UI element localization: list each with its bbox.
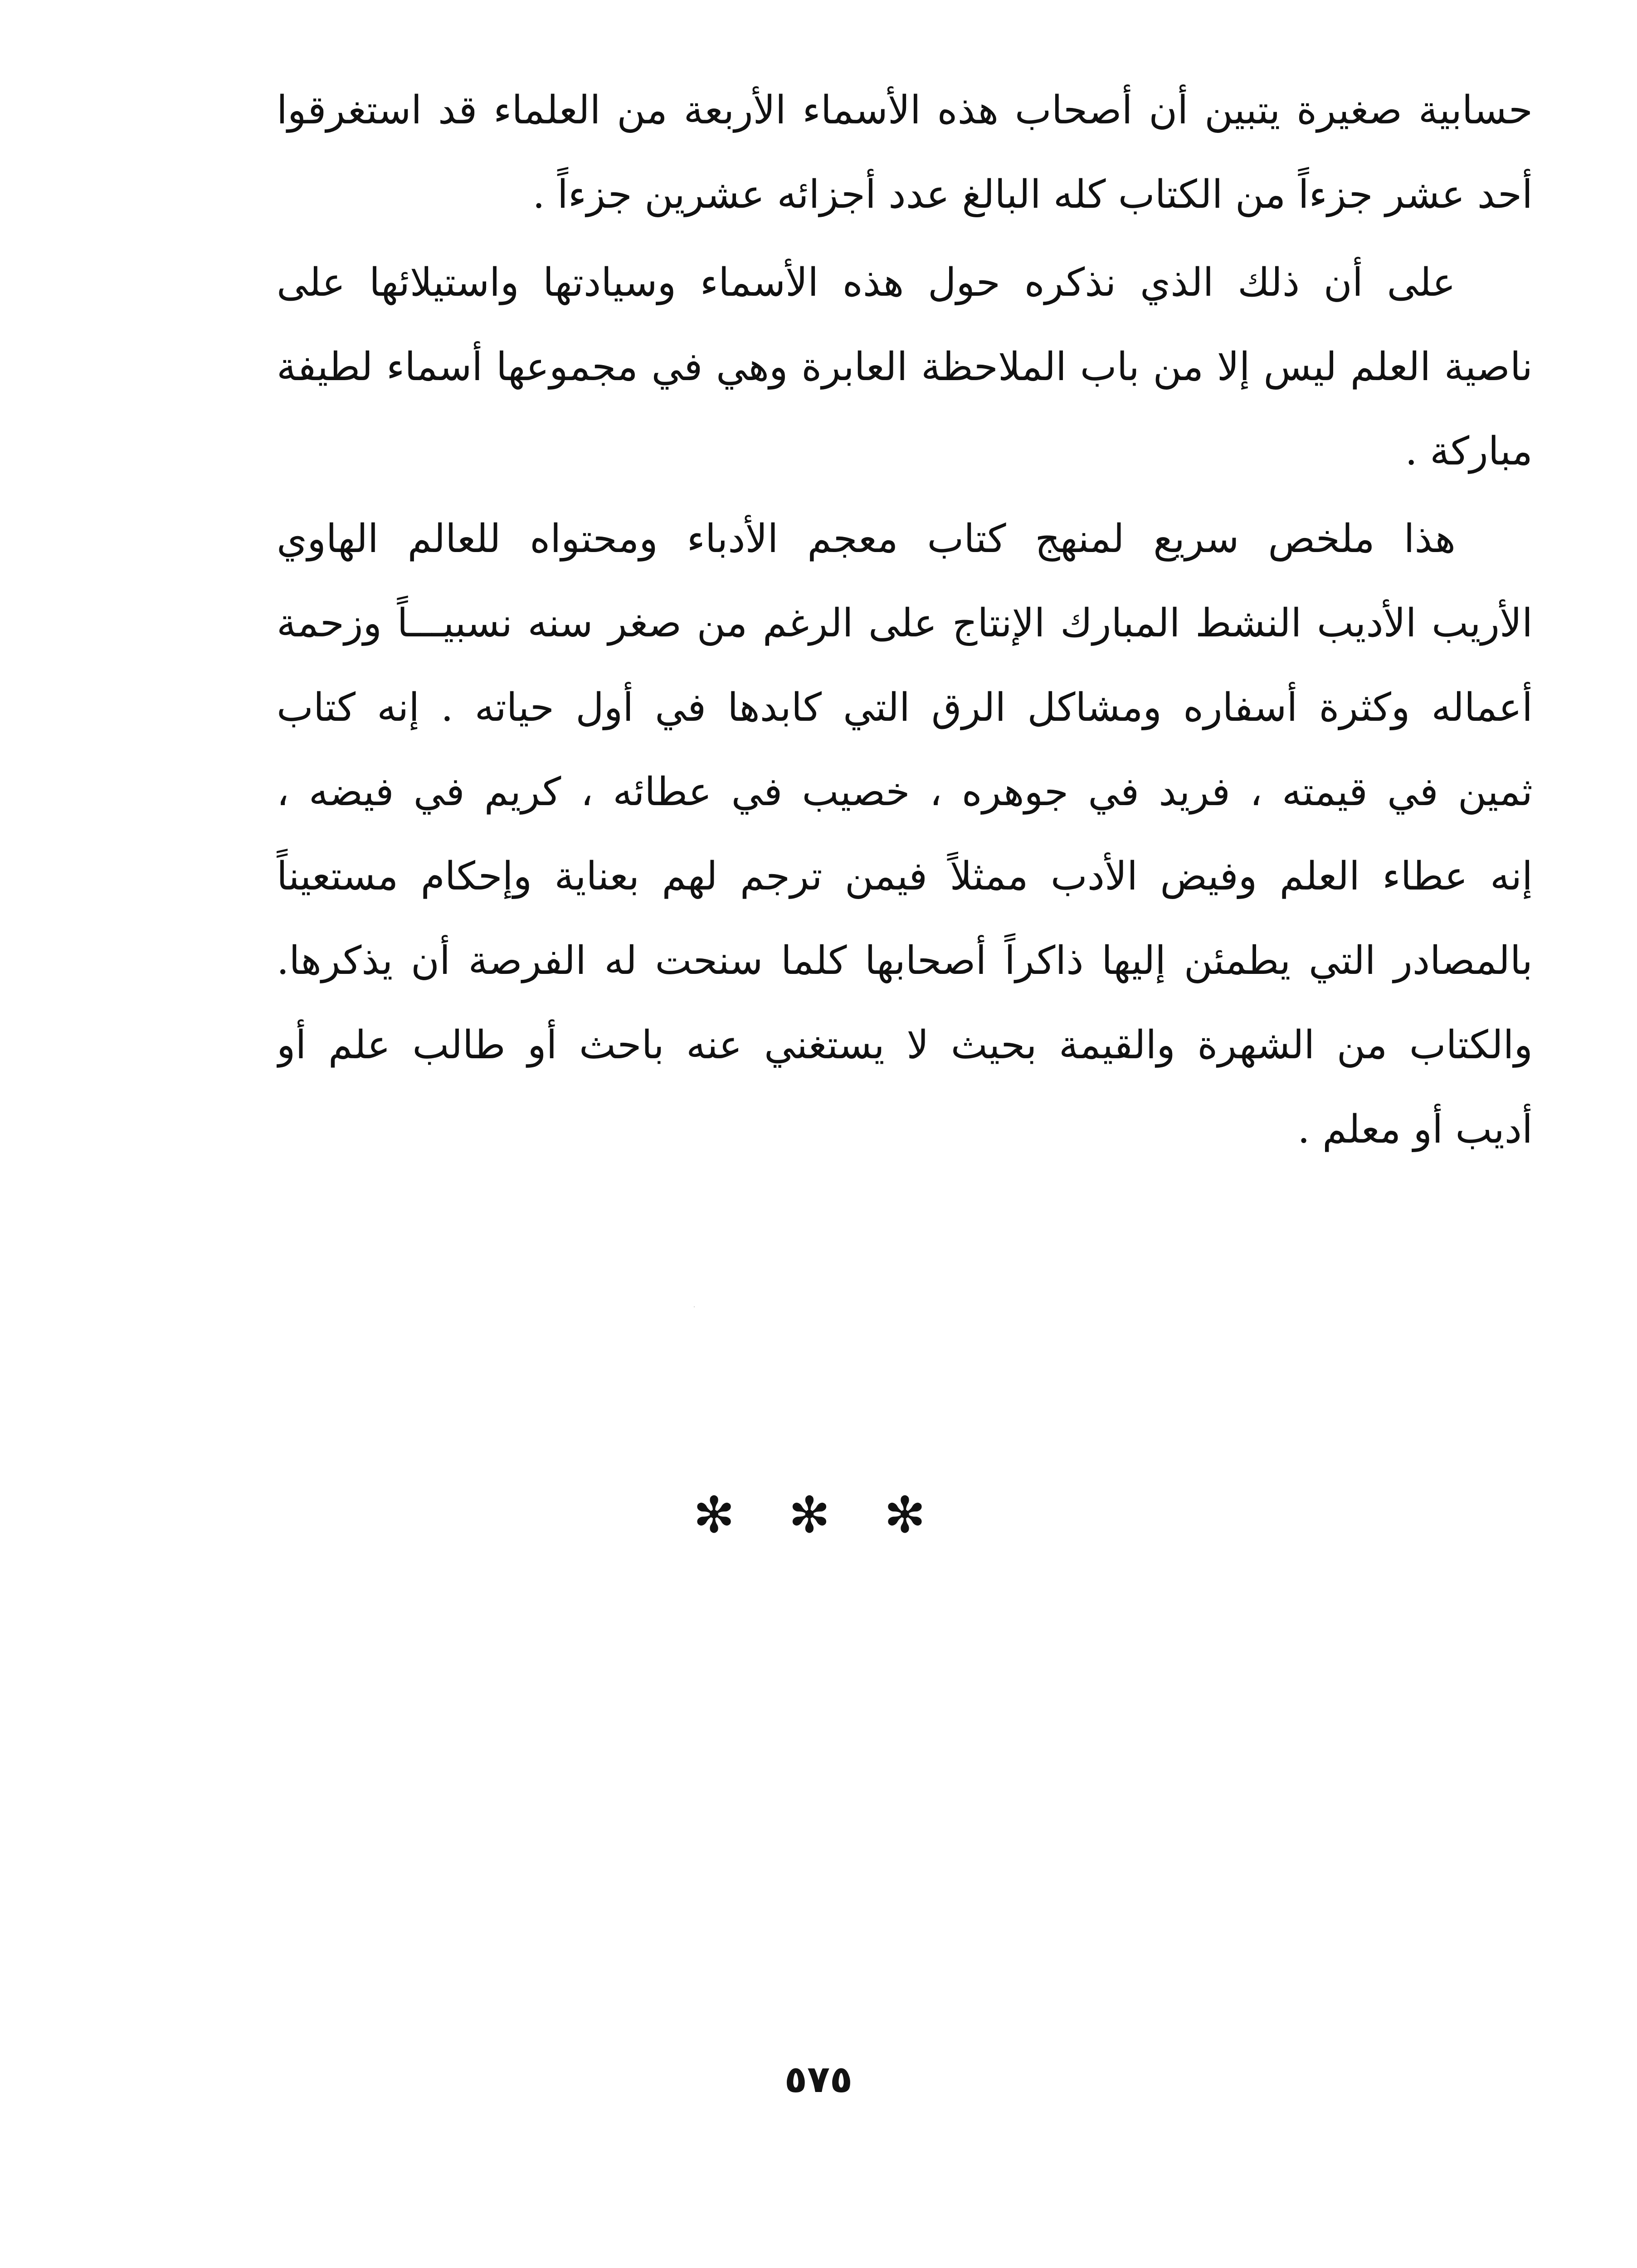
text-line: أديب أو معلم . [1297,1107,1533,1152]
text-line: أعماله وكثرة أسفاره ومشاكل الرق التي كابدها في أول حياته . إنه كتاب [277,685,1533,730]
section-separator: ✻ ✻ ✻ [693,1486,944,1544]
text-line: على أن ذلك الذي نذكره حول هذه الأسماء وسيادتها واستيلائها على [277,260,1456,305]
text-line: أحد عشر جزءاً من الكتاب كله البالغ عدد أجزائه عشرين جزءاً . [532,172,1533,217]
paragraph-2 [277,240,1533,494]
text-line: مباركة . [1405,429,1533,474]
stray-mark [694,1306,695,1307]
page-number: ٥٧٥ [784,2058,853,2101]
paragraph-1 [277,68,1533,237]
text-line: إنه عطاء العلم وفيض الأدب ممثلاً فيمن ترجم لهم بعناية وإحكام مستعيناً [277,854,1533,899]
text-line: والكتاب من الشهرة والقيمة بحيث لا يستغني عنه باحث أو طالب علم أو [277,1022,1533,1068]
text-line: ناصية العلم ليس إلا من باب الملاحظة العابرة وهي في مجموعها أسماء لطيفة [277,344,1533,390]
text-line: هذا ملخص سريع لمنهج كتاب معجم الأدباء ومحتواه للعالم الهاوي [277,516,1456,562]
text-line: الأريب الأديب النشط المبارك الإنتاج على الرغم من صغر سنه نسبيـــاً وزحمة [277,601,1533,646]
text-line: بالمصادر التي يطمئن إليها ذاكراً أصحابها كلما سنحت له الفرصة أن يذكرها. [277,938,1533,983]
text-line: ثمين في قيمته ، فريد في جوهره ، خصيب في عطائه ، كريم في فيضه ، [277,769,1533,815]
paragraph-3 [277,497,1533,1172]
text-line: حسابية صغيرة يتبين أن أصحاب هذه الأسماء الأربعة من العلماء قد استغرقوا [277,88,1533,133]
